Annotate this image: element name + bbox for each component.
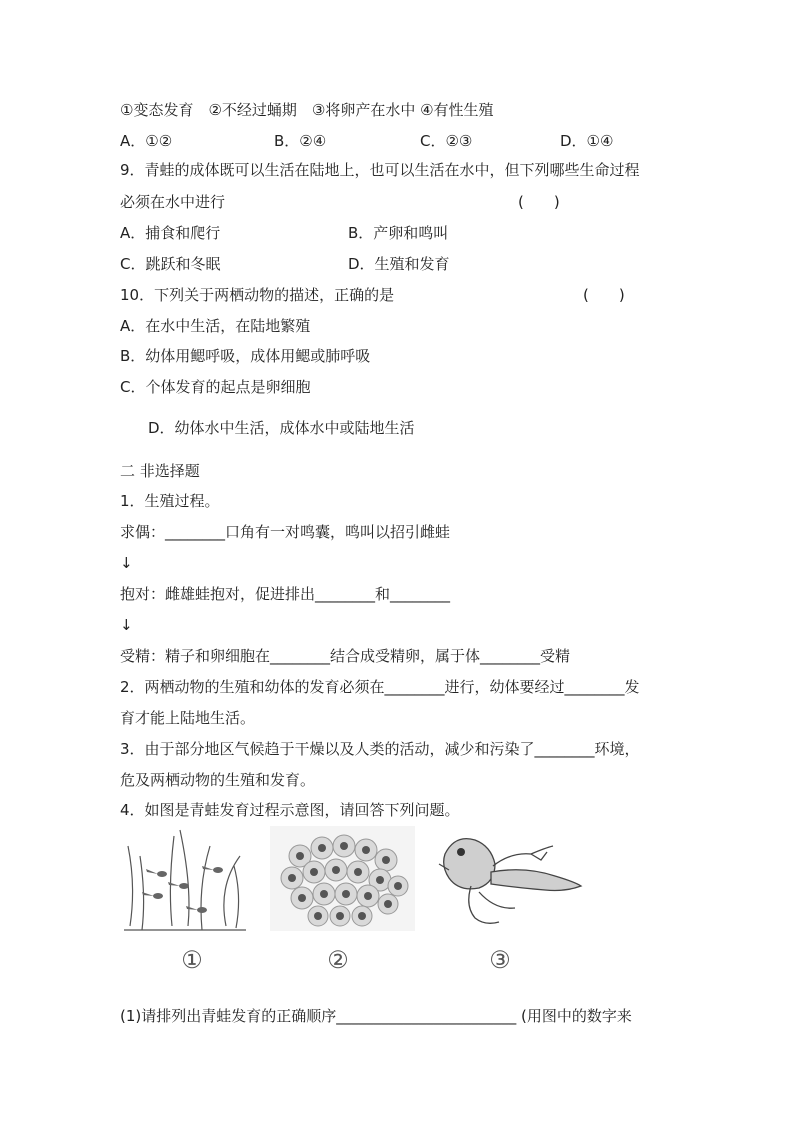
q8-choice-c: C．②③ xyxy=(420,132,473,150)
q9-stem-line2: 必须在水中进行 xyxy=(120,193,226,211)
down-arrow-icon: ↓ xyxy=(120,554,133,572)
nq1-amplexus: 抱对：雌雄蛙抱对，促进排出________和________ xyxy=(120,585,451,603)
nq3-line2: 危及两栖动物的生殖和发育。 xyxy=(120,771,316,789)
nq3-line1: 3．由于部分地区气候趋于干燥以及人类的活动，减少和污染了________环境， xyxy=(120,740,640,758)
figure-label-1: ① xyxy=(181,946,203,974)
q9-choice-a: A．捕食和爬行 xyxy=(120,224,221,242)
figure-label-3: ③ xyxy=(489,946,511,974)
q9-choice-b: B．产卵和鸣叫 xyxy=(348,224,449,242)
nq4-stem: 4．如图是青蛙发育过程示意图，请回答下列问题。 xyxy=(120,801,460,819)
q10-choice-a: A．在水中生活，在陆地繁殖 xyxy=(120,317,311,335)
tadpole-illustration xyxy=(122,826,247,936)
frog-eggs-illustration xyxy=(270,826,415,931)
nq4-part1: (1)请排列出青蛙发育的正确顺序________________________ (用图中的数字来 xyxy=(120,1007,632,1025)
q9-answer-paren: ( ) xyxy=(518,193,560,211)
nq1-title: 1．生殖过程。 xyxy=(120,492,220,510)
q10-choice-b: B．幼体用鳃呼吸，成体用鳃或肺呼吸 xyxy=(120,347,371,365)
nq2-line1: 2．两栖动物的生殖和幼体的发育必须在________进行，幼体要经过________发 xyxy=(120,678,640,696)
q9-stem-line1: 9．青蛙的成体既可以生活在陆地上，也可以生活在水中，但下列哪些生命过程 xyxy=(120,161,640,179)
q8-choice-b: B．②④ xyxy=(274,132,327,150)
q10-choice-d: D．幼体水中生活，成体水中或陆地生活 xyxy=(148,419,415,437)
q10-answer-paren: ( ) xyxy=(583,286,625,304)
q8-options-line: ①变态发育 ②不经过蛹期 ③将卵产在水中 ④有性生殖 xyxy=(120,101,494,119)
q10-choice-c: C．个体发育的起点是卵细胞 xyxy=(120,378,311,396)
nq1-fertilization: 受精：精子和卵细胞在________结合成受精卵，属于体________受精 xyxy=(120,647,571,665)
q8-choice-d: D．①④ xyxy=(560,132,614,150)
section-heading: 二 非选择题 xyxy=(120,462,200,480)
q9-choice-c: C．跳跃和冬眠 xyxy=(120,255,221,273)
q9-choice-d: D．生殖和发育 xyxy=(348,255,450,273)
figure-label-2: ② xyxy=(327,946,349,974)
nq2-line2: 育才能上陆地生活。 xyxy=(120,709,256,727)
froglet-illustration xyxy=(435,826,585,941)
q10-stem: 10．下列关于两栖动物的描述，正确的是 xyxy=(120,286,395,304)
q8-choice-a: A．①② xyxy=(120,132,173,150)
nq1-courtship: 求偶：________口角有一对鸣囊，鸣叫以招引雌蛙 xyxy=(120,523,451,541)
down-arrow-icon: ↓ xyxy=(120,616,133,634)
